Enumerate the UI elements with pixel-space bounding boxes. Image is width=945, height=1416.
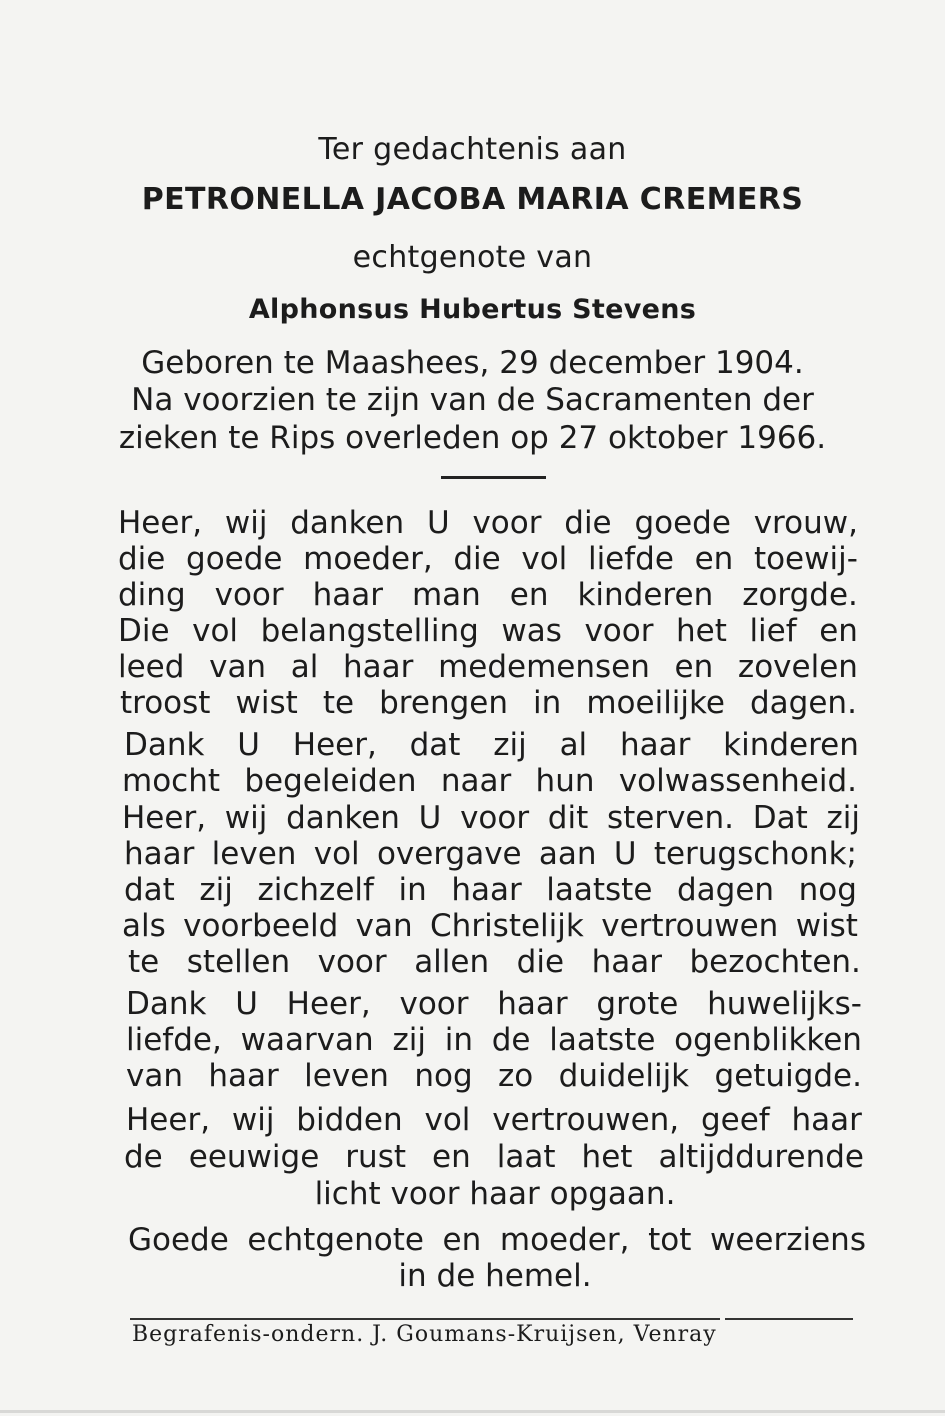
- prayer-word: de: [124, 1139, 163, 1175]
- prayer-word: zichzelf: [257, 872, 374, 908]
- prayer-line: [118, 541, 858, 577]
- prayer-line: [122, 908, 858, 944]
- prayer-word: wist: [795, 908, 858, 944]
- prayer-word: troost: [120, 685, 211, 721]
- prayer-word: moeder,: [303, 541, 433, 577]
- prayer-word: volwassenheid.: [618, 763, 857, 799]
- prayer-word: overgave: [376, 836, 522, 872]
- prayer-word: haar: [312, 577, 383, 613]
- prayer-word: zij: [493, 727, 527, 763]
- prayer-word: lief: [749, 613, 797, 649]
- prayer-line: [124, 1139, 864, 1175]
- prayer-word: U: [418, 800, 442, 836]
- prayer-word: zorgde.: [742, 577, 858, 613]
- prayer-word: medemensen: [438, 649, 650, 685]
- prayer-word: moeder,: [499, 1222, 630, 1258]
- prayer-word: leed: [118, 649, 185, 685]
- prayer-word: waarvan: [240, 1022, 374, 1058]
- prayer-word: Heer,: [118, 505, 203, 541]
- prayer-word: begeleiden: [244, 763, 417, 799]
- prayer-word: die: [453, 541, 501, 577]
- prayer-line: [122, 763, 857, 799]
- prayer-word: naar: [440, 763, 512, 799]
- prayer-line: [118, 649, 858, 685]
- prayer-word: laatste: [549, 1022, 656, 1058]
- prayer-line: in de hemel.: [398, 1258, 592, 1294]
- prayer-line: [126, 1022, 862, 1058]
- prayer-word: wij: [224, 800, 268, 836]
- prayer-word: zovelen: [737, 649, 858, 685]
- prayer-word: vol: [521, 541, 568, 577]
- prayer-word: te: [128, 944, 160, 980]
- prayer-word: haar: [208, 1058, 279, 1094]
- prayer-word: Heer,: [286, 986, 371, 1022]
- prayer-word: haar: [343, 649, 414, 685]
- prayer-word: U: [426, 505, 450, 541]
- prayer-word: goede: [186, 541, 283, 577]
- deceased-name: PETRONELLA JACOBA MARIA CREMERS: [141, 182, 804, 217]
- prayer-line: [126, 1058, 862, 1094]
- prayer-word: haar: [124, 836, 195, 872]
- footer-rule-left: [130, 1318, 720, 1320]
- prayer-word: zij: [392, 1022, 426, 1058]
- prayer-word: in: [444, 1022, 473, 1058]
- prayer-word: van: [126, 1058, 183, 1094]
- prayer-word: leven: [211, 836, 297, 872]
- prayer-word: Heer,: [126, 1102, 211, 1138]
- prayer-word: was: [501, 613, 562, 649]
- prayer-word: van: [209, 649, 267, 685]
- prayer-word: en: [509, 577, 549, 613]
- prayer-word: Dat: [752, 800, 808, 836]
- prayer-word: U: [237, 727, 260, 763]
- prayer-line: [124, 836, 857, 872]
- prayer-word: U: [613, 836, 637, 872]
- prayer-word: brengen: [379, 685, 508, 721]
- prayer-word: ding: [118, 577, 186, 613]
- prayer-word: eeuwige: [188, 1139, 320, 1175]
- prayer-line: [124, 872, 857, 908]
- prayer-word: voor: [214, 577, 284, 613]
- prayer-word: nog: [414, 1058, 473, 1094]
- prayer-word: in: [533, 685, 562, 721]
- prayer-word: belangstelling: [260, 613, 479, 649]
- prayer-word: Heer,: [292, 727, 377, 763]
- card-bottom-edge: [0, 1410, 945, 1413]
- prayer-word: voor: [399, 986, 469, 1022]
- prayer-word: haar: [591, 944, 662, 980]
- prayer-word: grote: [596, 986, 679, 1022]
- prayer-word: hun: [535, 763, 595, 799]
- prayer-word: voorbeeld: [183, 908, 339, 944]
- prayer-word: die: [516, 944, 565, 980]
- prayer-word: die: [564, 505, 612, 541]
- prayer-word: voor: [584, 613, 654, 649]
- prayer-word: laat: [496, 1139, 556, 1175]
- prayer-word: Heer,: [122, 800, 207, 836]
- prayer-line: [128, 944, 861, 980]
- death-line: zieken te Rips overleden op 27 oktober 1966.: [118, 420, 827, 456]
- prayer-word: vol: [313, 836, 360, 872]
- prayer-word: de: [491, 1022, 531, 1058]
- prayer-line: [118, 613, 858, 649]
- prayer-word: kinderen: [577, 577, 714, 613]
- prayer-word: allen: [414, 944, 490, 980]
- prayer-word: voor: [472, 505, 542, 541]
- prayer-line: [120, 685, 857, 721]
- prayer-word: danken: [286, 800, 400, 836]
- prayer-word: zij: [199, 872, 233, 908]
- relation-text: echtgenote van: [352, 240, 593, 275]
- prayer-word: Christelijk: [430, 908, 584, 944]
- prayer-word: U: [235, 986, 258, 1022]
- prayer-word: tot: [648, 1222, 692, 1258]
- prayer-word: man: [411, 577, 481, 613]
- prayer-word: en: [432, 1139, 471, 1175]
- prayer-word: te: [322, 685, 355, 721]
- prayer-word: vertrouwen,: [492, 1102, 680, 1138]
- prayer-word: van: [355, 908, 413, 944]
- prayer-word: het: [581, 1139, 633, 1175]
- prayer-word: en: [819, 613, 858, 649]
- prayer-word: dat: [409, 727, 461, 763]
- prayer-line: [124, 727, 859, 763]
- prayer-word: moeilijke: [586, 685, 725, 721]
- prayer-word: haar: [497, 986, 568, 1022]
- prayer-word: al: [290, 649, 319, 685]
- prayer-line: [118, 505, 858, 541]
- prayer-word: haar: [451, 872, 522, 908]
- prayer-word: wij: [224, 505, 268, 541]
- spouse-name: Alphonsus Hubertus Stevens: [248, 294, 697, 325]
- prayer-word: wij: [231, 1102, 275, 1138]
- prayer-word: huwelijks-: [707, 986, 862, 1022]
- prayer-word: bezochten.: [689, 944, 861, 980]
- undertaker-credit: Begrafenis-ondern. J. Goumans-Kruijsen, Venray: [132, 1322, 717, 1347]
- prayer-word: voor: [317, 944, 387, 980]
- prayer-word: het: [676, 613, 727, 649]
- prayer-word: leven: [304, 1058, 389, 1094]
- birth-line: Geboren te Maashees, 29 december 1904.: [141, 345, 804, 381]
- prayer-word: laatste: [546, 872, 653, 908]
- prayer-word: haar: [619, 727, 691, 763]
- prayer-word: toewij-: [753, 541, 858, 577]
- prayer-word: voor: [460, 800, 530, 836]
- prayer-word: terugschonk;: [653, 836, 857, 872]
- prayer-word: nog: [798, 872, 857, 908]
- footer-rule-right: [725, 1318, 853, 1320]
- prayer-word: bidden: [296, 1102, 403, 1138]
- prayer-line: [128, 1222, 866, 1258]
- prayer-word: geef: [700, 1102, 770, 1138]
- prayer-word: dagen: [676, 872, 775, 908]
- prayer-word: en: [442, 1222, 482, 1258]
- prayer-line: [118, 577, 858, 613]
- prayer-word: weerziens: [709, 1222, 866, 1258]
- prayer-word: goede: [634, 505, 731, 541]
- prayer-word: en: [694, 541, 734, 577]
- prayer-line: [126, 1102, 862, 1138]
- divider: [441, 476, 546, 479]
- prayer-word: vol: [424, 1102, 471, 1138]
- prayer-line: [122, 800, 860, 836]
- prayer-word: Goede: [128, 1222, 229, 1258]
- prayer-word: als: [122, 908, 166, 944]
- prayer-line: [126, 986, 862, 1022]
- prayer-word: dat: [124, 872, 175, 908]
- prayer-word: echtgenote: [247, 1222, 424, 1258]
- prayer-word: Dank: [126, 986, 207, 1022]
- prayer-word: getuigde.: [714, 1058, 862, 1094]
- prayer-word: al: [559, 727, 588, 763]
- prayer-word: duidelijk: [558, 1058, 690, 1094]
- prayer-word: vol: [192, 613, 239, 649]
- prayer-word: die: [118, 541, 166, 577]
- prayer-word: vrouw,: [753, 505, 858, 541]
- prayer-word: ogenblikken: [674, 1022, 862, 1058]
- intro-text: Ter gedachtenis aan: [318, 132, 627, 167]
- prayer-word: vertrouwen: [601, 908, 779, 944]
- prayer-word: zij: [826, 800, 860, 836]
- prayer-word: Dank: [124, 727, 205, 763]
- prayer-word: stellen: [186, 944, 291, 980]
- prayer-word: kinderen: [723, 727, 859, 763]
- prayer-word: zo: [498, 1058, 534, 1094]
- prayer-line: licht voor haar opgaan.: [314, 1176, 676, 1212]
- prayer-word: rust: [345, 1139, 406, 1175]
- prayer-word: liefde: [587, 541, 674, 577]
- prayer-word: aan: [538, 836, 597, 872]
- prayer-word: wist: [235, 685, 298, 721]
- prayer-word: dagen.: [750, 685, 857, 721]
- sacraments-line: Na voorzien te zijn van de Sacramenten der: [131, 382, 814, 418]
- prayer-word: danken: [290, 505, 405, 541]
- prayer-word: in: [398, 872, 427, 908]
- prayer-word: Die: [118, 613, 170, 649]
- prayer-word: mocht: [122, 763, 221, 799]
- prayer-word: altijddurende: [658, 1139, 864, 1175]
- prayer-word: liefde,: [126, 1022, 222, 1058]
- prayer-word: sterven.: [606, 800, 734, 836]
- prayer-word: en: [674, 649, 714, 685]
- prayer-word: haar: [791, 1102, 862, 1138]
- prayer-word: dit: [547, 800, 589, 836]
